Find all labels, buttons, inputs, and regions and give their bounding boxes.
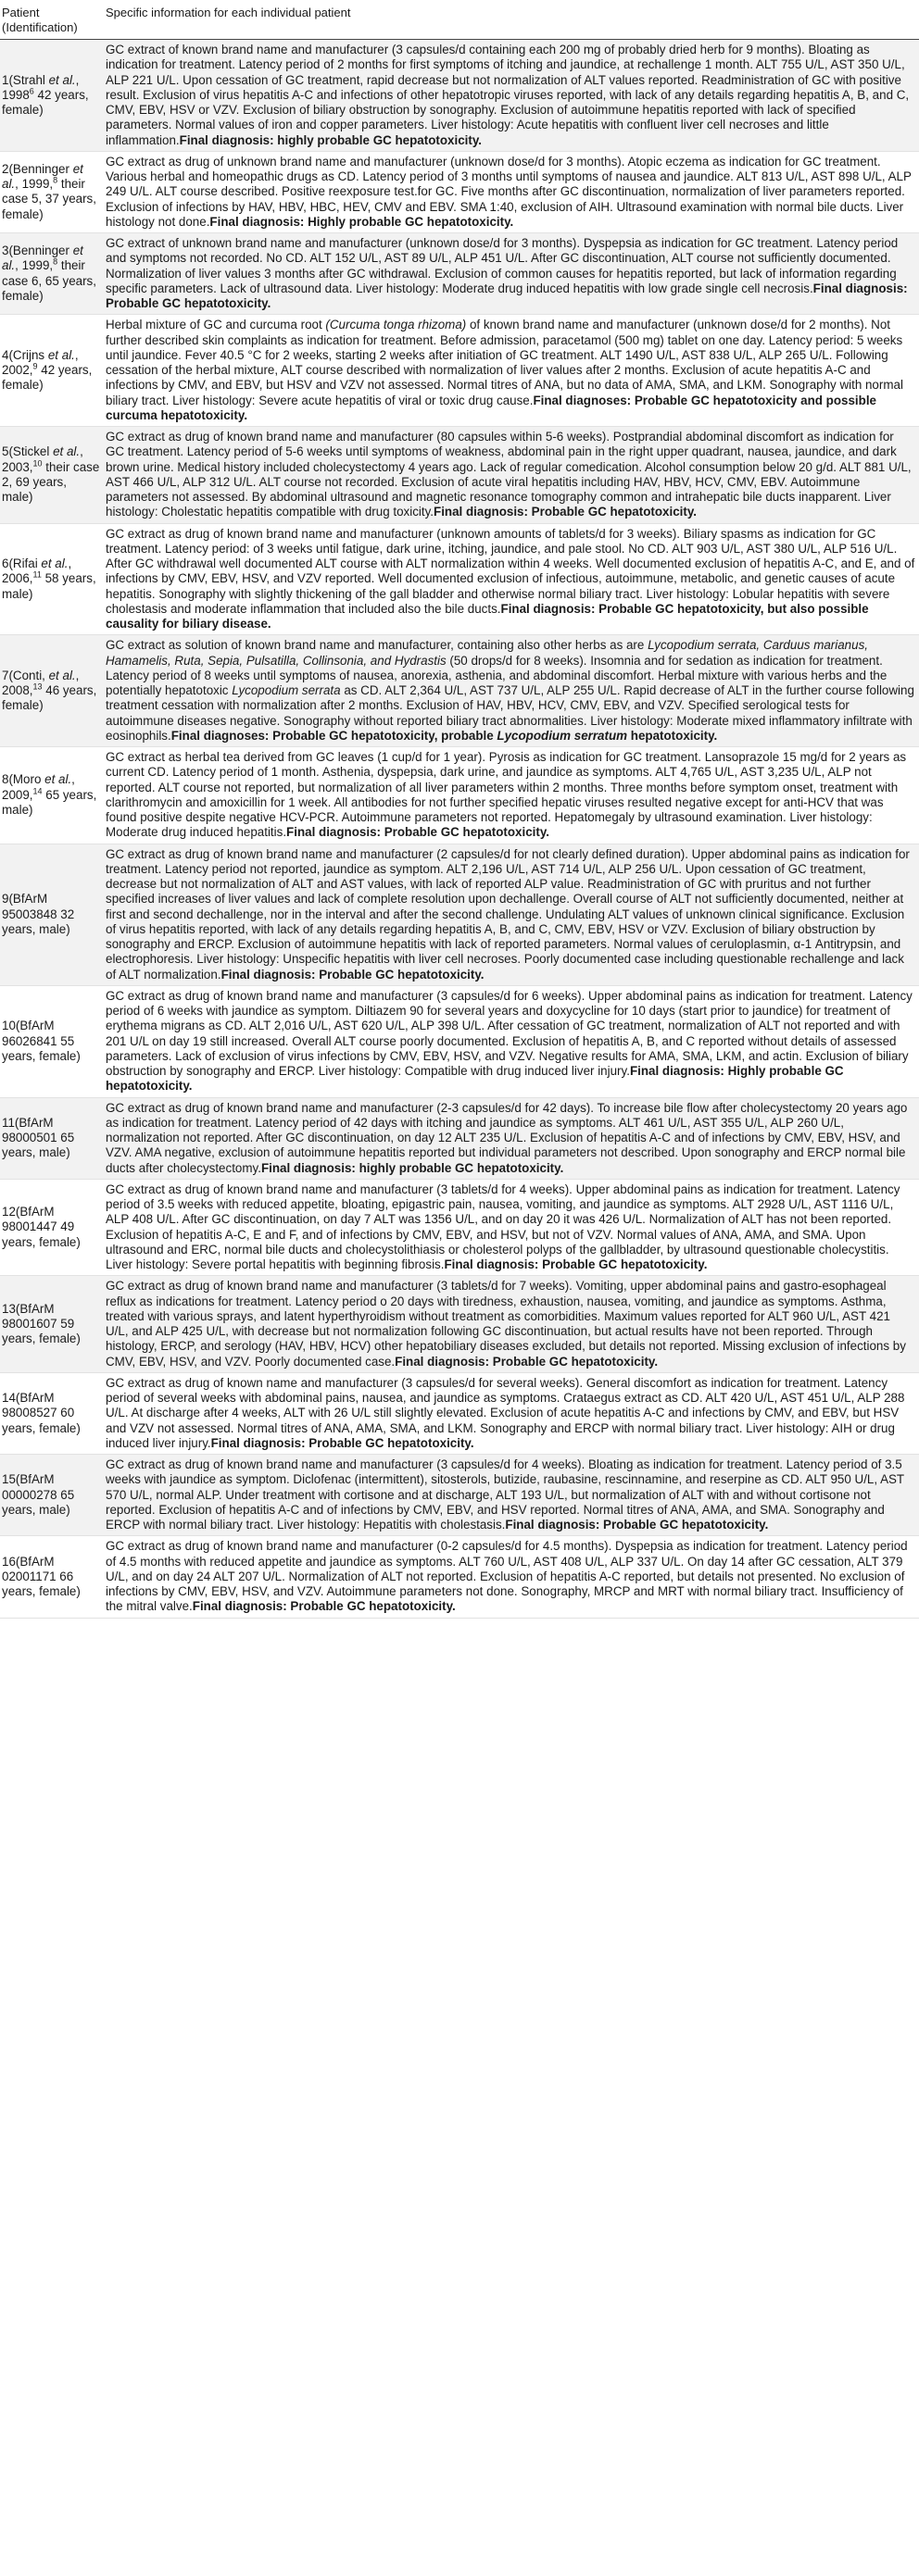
final-diagnosis: Final diagnosis: Probable GC hepatotoxicity. — [106, 281, 908, 310]
reference-superscript: 13 — [32, 682, 43, 692]
final-diagnosis: Final diagnoses: Probable GC hepatotoxicity, probable — [170, 728, 497, 743]
case-description: of known brand name and manufacturer (unknown dose/d for 2 months). Not further described skin complaints as indication for treatment. Before admission, paracetamol (500 mg) tablet on one day. Latency period: 5 weeks until jaundice. Fever 40.5 °C for 2 weeks, starting 2 weeks after initiation of GC treatment. ALT 1490 U/L, AST 838 U/L, ALP 265 U/L. Following cessation of the herbal mixture, ALT course described with normalization of liver values after 2 months. Exclusion of acute hepatitis A-C and infections by CMV, and EBV, but HSV and VZV not assessed. Normal titres of ANA, but no data of AMA, SMA, and LKM. Sonography with normal biliary tract. Liver histology: Severe acute hepatitis of viral or toxic drug cause. — [106, 318, 903, 407]
patient-id-text: 6(Rifai — [2, 556, 42, 570]
final-diagnosis-italic: Lycopodium serratum — [497, 728, 628, 743]
patient-id-etal: et al. — [44, 772, 72, 787]
patient-id-cell — [0, 844, 104, 985]
case-description: GC extract as drug of unknown brand name and manufacturer (unknown dose/d for 3 months). Atopic eczema as indication for GC treatment. Various herbal and homeopathic drugs as CD. Latency period of 3 months until symptoms of nausea and jaundice. ALT 813 U/L, AST 898 U/L, ALP 249 U/L. ALT course described. Positive reexposure test.for GC. Five months after GC discontinuation, normalization of liver parameters reported. Exclusion of infections by HAV, HBV, HBC, HEV, CMV and EBV. SMA 1:40, exclusion of AIH. Ultrasound examination with normal bile ducts. Liver histology not done. — [106, 154, 912, 229]
patient-id-text: 9(BfArM 95003848 32 years, male) — [2, 892, 75, 936]
patient-info-cell — [104, 1097, 919, 1179]
case-description-italic: (Curcuma tonga rhizoma) — [325, 318, 467, 332]
patient-info-cell — [104, 635, 919, 747]
patient-id-text: 15(BfArM 00000278 65 years, male) — [2, 1472, 75, 1517]
final-diagnosis: Final diagnosis: Probable GC hepatotoxicity. — [395, 1354, 659, 1369]
patient-id-details: 42 years, female) — [2, 363, 93, 393]
patient-id-details: their case 6, 65 years, female) — [2, 258, 96, 303]
patient-info-cell — [104, 40, 919, 152]
final-diagnosis: Final diagnosis: Probable GC hepatotoxicity. — [210, 1435, 474, 1450]
patient-id-etal: et al. — [2, 161, 83, 192]
case-description: GC extract as drug of known brand name and manufacturer (2 capsules/d for not clearly defined duration). Upper abdominal pains as indication for treatment. Latency period not reported, jaundice as symptom. ALT 2,196 U/L, AST 714 U/L, ALP 256 U/L. Upon cessation of GC treatment, decrease but not normalization of ALT and AST values, with lack of reported ALP value. Readministration of GC with pruritus and not further specified increases of liver values and lack of complete resolution upon dechallenge. Overall course of ALT not sufficiently documented, neither at first and second dechallenge, nor in the interval and after the second challenge. Undulating ALT values of unknown clinical significance. Exclusion of virus hepatitis reported, with lack of any details regarding hepatitis A, B, and C, CMV, EBV, HSV or VZV. Exclusion of biliary obstruction by sonography and ERCP. Exclusion of autoimmune hepatitis with lack of reported parameters. Normal values of ceruloplasmin, α-1 Antitrypsin, and electrophoresis. Liver histology: Unspecific hepatitis with liver cell necroses. Poorly documented case including questionable rechallenge and lack of ALT normalization. — [106, 846, 910, 982]
case-description: GC extract as drug of known brand name and manufacturer (3 tablets/d for 4 weeks). Upper abdominal pains as indication for treatment. Latency period of 3.5 weeks with reduced appetite, bloating, epigastric pain, nausea, vomiting, and jaundice as symptoms. ALT 2928 U/L, AST 1116 U/L, ALP 408 U/L. After GC discontinuation, on day 7 ALT was 1356 U/L, and on day 20 it was 426 U/L. Normalization of ALT has not been reported. Exclusion of hepatitis A-C, E and F, and of infections by CMV, EBV, and HSV, but not of VZV. Normal values of ANA, AMA, and SMA. Upon ultrasound and ERC, normal bile ducts and cholecystolithiasis or cholesterol polyps of the gallbladder, by ultrasound questionable cholecystitis. Liver histology: Severe portal hepatitis with beginning fibrosis. — [106, 1182, 900, 1271]
patient-id-text: 3(Benninger — [2, 244, 73, 258]
case-description: GC extract of unknown brand name and manufacturer (unknown dose/d for 3 months). Dyspepsia as indication for GC treatment. Latency period and symptoms not recorded. No CD. ALT 152 U/L, AST 89 U/L, ALP 451 U/L. After GC discontinuation, ALT course not sufficiently documented. Normalization of liver values 3 months after GC withdrawal. Exclusion of common causes for hepatitis reported, but lack of information regarding specific parameters. Lack of ultrasound data. Liver histology: Moderate drug induced hepatitis with low grade single cell necrosis. — [106, 236, 899, 295]
case-description: (50 drops/d for 8 weeks). Insomnia and for sedation as indication for treatment. Latency period of 8 weeks until symptoms of nausea, anorexia, asthenia, and abdominal discomfort. Herbal mixture with various herbs and the potentially hepatotoxic — [106, 653, 888, 697]
case-description: GC extract as drug of known brand name and manufacturer (0-2 capsules/d for 4.5 months). Dyspepsia as indication for treatment. Latency period of 4.5 months with reduced appetite and jaundice as symptoms. ALT 760 U/L, AST 408 U/L, ALP 337 U/L. On day 14 after GC cessation, ALT 379 U/L, and on day 24 ALT 207 U/L. Normalization of ALT not reported. Exclusion of hepatitis A-C reported, but details not presented. No exclusion of infections by CMV, EBV, HSV, and VZV. Autoimmune parameters not done. Sonography, MRCP and MRT with normal biliary tract. Insufficiency of the mitral valve. — [106, 1539, 908, 1614]
patient-id-cell — [0, 151, 104, 232]
final-diagnosis: Final diagnosis: highly probable GC hepatotoxicity. — [260, 1160, 564, 1175]
patient-info-cell — [104, 233, 919, 315]
patient-id-text: 16(BfArM 02001171 66 years, female) — [2, 1554, 81, 1598]
reference-superscript: 11 — [32, 569, 42, 580]
case-description: GC extract as solution of known brand name and manufacturer, containing also other herbs as are — [106, 638, 648, 653]
table-row — [0, 523, 919, 635]
patient-id-text: 8(Moro — [2, 772, 45, 787]
patient-id-year: , 2008, — [2, 668, 80, 697]
patient-info-cell — [104, 844, 919, 985]
patient-id-details: 42 years, female) — [2, 87, 89, 117]
patient-id-details: their case 2, 69 years, male) — [2, 459, 100, 504]
patient-id-text: 12(BfArM 98001447 49 years, female) — [2, 1205, 81, 1249]
patient-info-cell — [104, 1276, 919, 1373]
case-description: GC extract of known brand name and manufacturer (3 capsules/d containing each 200 mg of probably dried herb for 9 months). Bloating as indication for treatment. Latency period of 2 months for first symptoms of itching and jaundice, at rechallenge 1 month. ALT 755 U/L, AST 350 U/L, ALP 221 U/L. Upon cessation of GC treatment, rapid decrease but not normalization of ALT values reported. Readministration of GC with positive result. Exclusion of virus hepatitis A-C and infections of other hepatotropic viruses reported, with lack of any details regarding hepatitis A, B, and C, CMV, EBV, HSV or VZV. Exclusion of biliary obstruction by sonography. Exclusion of autoimmune hepatitis reported with lack of specified parameters. Normal values of iron and copper parameters. Liver histology: Acute hepatitis with confluent liver cell necroses and little inflammation. — [106, 43, 910, 147]
final-diagnosis: Final diagnosis: Probable GC hepatotoxicity. — [444, 1257, 708, 1271]
case-description: as CD. ALT 2,364 U/L, AST 737 U/L, ALP 255 U/L. Rapid decrease of ALT in the further course following treatment cessation with normalization after 2 months. Exclusion of HAV, HBV, HCV, CMV, EBV, and VZV. Specified serological tests for autoimmune diseases negative. Sonography without reported biliary tract abnormalities. Liver histology: Moderate mixed inflammatory infiltrate with eosinophils. — [106, 683, 914, 743]
patient-id-text: 10(BfArM 96026841 55 years, female) — [2, 1019, 81, 1063]
reference-superscript: 8 — [53, 175, 58, 185]
patient-id-cell — [0, 1276, 104, 1373]
case-description: GC extract as herbal tea derived from GC leaves (1 cup/d for 1 year). Pyrosis as indication for GC treatment. Lansoprazole 15 mg/d for 2 years as current CD. Latency period of 1 month. Asthenia, dyspepsia, dark urine, and jaundice as symptoms. ALT 4,765 U/L, AST 3,235 U/L, ALP not reported. ALT course not reported, but normalization of all liver parameters within 2 months. Three months before symptom onset, treatment with clarithromycin and amoxicillin for 1 week. All antibodies for not further specified hepatic viruses resulted negative except for anti-HCV that was found positive despite negative HCV-PCR. Autoimmune parameters not reported. Hepatomegaly by ultrasound examination. Liver histology: Moderate drug induced hepatitis. — [106, 750, 907, 840]
patient-id-cell — [0, 635, 104, 747]
case-description: GC extract as drug of known brand name and manufacturer (80 capsules within 5-6 weeks). Postprandial abdominal discomfort as indication for GC treatment. Latency period of 5-6 weeks until symptoms of weakness, abdominal pain in the right upper quadrant, nausea, jaundice, and dark brown urine. Medical history included cholecystectomy 4 years ago. Lack of regular comedication. Alcohol consumption below 20 g/d. ALT 881 U/L, AST 466 U/L, ALP 312 U/L. ALT course not recorded. Exclusion of acute viral hepatitis including HAV, HBV, HCV, CMV, EBV. Autoimmune parameters not assessed. By abdominal ultrasound and magnetic resonance tomography common and intrahepatic bile ducts inapparent. Liver histology: Cholestatic hepatitis compatible with drug toxicity. — [106, 430, 912, 519]
patient-info-cell — [104, 1179, 919, 1276]
final-diagnosis: Final diagnosis: Probable GC hepatotoxicity. — [192, 1599, 456, 1614]
patient-id-details: 58 years, male) — [2, 571, 96, 601]
patient-id-cell — [0, 427, 104, 524]
final-diagnosis: Final diagnosis: Probable GC hepatotoxicity. — [505, 1518, 769, 1532]
table-header-row — [0, 2, 919, 40]
patient-id-cell — [0, 1536, 104, 1618]
patient-id-details: 46 years, female) — [2, 683, 97, 713]
reference-superscript: 10 — [32, 458, 43, 469]
reference-superscript: 8 — [53, 256, 58, 267]
patient-id-text: 4(Crijns — [2, 347, 48, 362]
table-row — [0, 315, 919, 427]
patient-id-etal: et al. — [41, 556, 69, 570]
patient-id-text: 11(BfArM 98000501 65 years, male) — [2, 1115, 75, 1160]
table-row — [0, 1372, 919, 1454]
case-description: GC extract as drug of known brand name and manufacturer (3 tablets/d for 7 weeks). Vomiting, upper abdominal pains and gastro-esophageal reflux as indications for treatment. Latency period o 20 days with tiredness, exhaustion, nausea, vomiting, and jaundice as symptoms. Asthma, treated with various sprays, and latent hyperthyroidism without treatment as comorbidities. Maximum values reported for ALT 960 U/L, AST 421 U/L, and ALP 425 U/L, with decrease but not normalization following GC discontinuation, but actual results have not been reported. Through histology, ERCP, and serology (HAV, HBV, HCV) other hepatobiliary diseases excluded, but details not reported. Missing exclusion of infections by CMV, EBV, HSV, and VZV. Poorly documented case. — [106, 1279, 906, 1369]
patient-id-cell — [0, 747, 104, 844]
patient-id-cell — [0, 1179, 104, 1276]
table-row — [0, 1276, 919, 1373]
final-diagnosis: Final diagnosis: Highly probable GC hepatotoxicity. — [209, 214, 514, 229]
case-description-italic: Lycopodium serrata — [232, 683, 341, 697]
patient-id-cell — [0, 523, 104, 635]
table-row — [0, 427, 919, 524]
patient-id-text: 2(Benninger — [2, 161, 73, 176]
final-diagnosis: hepatotoxicity. — [627, 728, 718, 743]
header-patient-id: Patient (Identification) — [0, 2, 104, 40]
patient-id-etal: et al. — [47, 347, 75, 362]
table-row — [0, 844, 919, 985]
patient-info-cell — [104, 1455, 919, 1536]
patient-id-cell — [0, 1372, 104, 1454]
patient-id-cell — [0, 315, 104, 427]
final-diagnosis: Final diagnosis: Probable GC hepatotoxicity. — [220, 967, 485, 982]
table-row — [0, 151, 919, 232]
patient-info-cell — [104, 985, 919, 1097]
patient-info-cell — [104, 315, 919, 427]
patient-id-cell — [0, 1097, 104, 1179]
patient-id-text: 1(Strahl — [2, 72, 49, 87]
table-row — [0, 635, 919, 747]
table-row — [0, 1455, 919, 1536]
patient-id-etal: et al. — [48, 668, 76, 682]
patient-id-etal: et al. — [48, 72, 76, 87]
table-row — [0, 747, 919, 844]
patient-id-year: , 1999, — [15, 177, 54, 192]
patient-info-cell — [104, 151, 919, 232]
patient-id-year: , 2003, — [2, 444, 83, 474]
table-row — [0, 1536, 919, 1618]
table-row — [0, 233, 919, 315]
case-description-italic: Lycopodium serrata, Carduus marianus, Hamamelis, Ruta, Sepia, Pulsatilla, Collinsonia, and Hydrastis — [106, 638, 868, 668]
final-diagnosis: Final diagnoses: Probable GC hepatotoxicity and possible curcuma hepatotoxicity. — [106, 393, 876, 422]
patient-info-cell — [104, 427, 919, 524]
table-row — [0, 985, 919, 1097]
patient-id-year: , 2002, — [2, 347, 79, 377]
patient-id-text: 13(BfArM 98001607 59 years, female) — [2, 1301, 81, 1346]
patient-id-cell — [0, 40, 104, 152]
table-row — [0, 40, 919, 152]
patient-id-year: , 2006, — [2, 556, 72, 586]
patient-info-cell — [104, 1536, 919, 1618]
table-body — [0, 40, 919, 1619]
patient-info-cell — [104, 523, 919, 635]
patient-info-cell — [104, 1372, 919, 1454]
patient-id-text: 7(Conti, — [2, 668, 49, 682]
patient-id-year: , 1998 — [2, 72, 80, 102]
header-patient-info: Specific information for each individual patient — [104, 2, 919, 40]
patient-id-etal: et al. — [53, 444, 81, 459]
patient-id-text: 14(BfArM 98008527 60 years, female) — [2, 1391, 81, 1435]
case-description: GC extract as drug of known brand name and manufacturer (unknown amounts of tablets/d for 3 weeks). Biliary spasms as indication for GC treatment. Latency period: of 3 weeks until fatigue, dark urine, itching, jaundice, and pale stool. No CD. ALT 903 U/L, AST 380 U/L, ALP 516 U/L. After GC withdrawal well documented ALT course with ALT normalization within 4 weeks. Well documented exclusion of hepatitis A-C, and E, and of infections by CMV, EBV, HSV, and VZV reported. Well documented exclusion of infectious, autoimmune, metabolic, and genetic causes of acute hepatitis. Sonography with slightly thickening of the gall bladder and otherwise normal biliary tract. Liver histology: Lobular hepatitis with severe cholestasis and moderate inflammation that included also the bile ducts. — [106, 526, 915, 616]
patient-id-etal: et al. — [2, 244, 83, 273]
patient-id-details: 65 years, male) — [2, 787, 97, 817]
case-description: Herbal mixture of GC and curcuma root — [106, 318, 326, 332]
table-row — [0, 1097, 919, 1179]
patient-id-cell — [0, 233, 104, 315]
patient-id-text: 5(Stickel — [2, 444, 54, 459]
patient-id-year: , 1999, — [15, 258, 54, 273]
reference-superscript: 9 — [32, 361, 38, 371]
patient-id-year: , 2009, — [2, 772, 75, 802]
final-diagnosis: Final diagnosis: Probable GC hepatotoxicity, but also possible causality for biliary disease. — [106, 601, 869, 631]
final-diagnosis: Final diagnosis: Highly probable GC hepatotoxicity. — [106, 1064, 844, 1094]
case-description: GC extract as drug of known brand name and manufacturer (2-3 capsules/d for 42 days). To increase bile flow after cholecystectomy 20 years ago as indication for treatment. Latency period of 42 days with itching and jaundice as symptoms. ALT 461 U/L, AST 355 U/L, ALP 260 U/L, normalization not reported. After GC discontinuation, on day 12 ALT 235 U/L. Exclusion of hepatitis A-C and of infections by CMV, EBV, HSV, and VZV. AMA negative, exclusion of autoimmune hepatitis reported but individual parameters not described. Upon sonography and ERCP normal bile ducts after cholecystectomy. — [106, 1100, 908, 1175]
patient-id-details: their case 5, 37 years, female) — [2, 177, 96, 221]
case-description: GC extract as drug of known brand name and manufacturer (3 capsules/d for 6 weeks). Upper abdominal pains as indication for treatment. Latency period of 6 weeks with jaundice as symptom. Diltiazem 90 for several years and doxycycline for 10 days (start prior to jaundice) for treatment of erythema migrans as CD. ALT 2,016 U/L, AST 620 U/L, ALP 398 U/L. After cessation of GC treatment, normalization of ALT not reported and with 201 U/L on day 19 still increased. Overall ALT course poorly documented. Exclusion of hepatitis A, B, and C reported without details of assessed parameters. Lack of exclusion of virus infections by CMV, EBV, HSV, and VZV. Negative results for AMA, SMA, LKM, and actin. Exclusion of biliary obstruction by sonography and ERCP. Liver histology: Compatible with drug induced liver injury. — [106, 988, 913, 1078]
final-diagnosis: Final diagnosis: highly probable GC hepatotoxicity. — [179, 132, 483, 147]
patient-info-cell — [104, 747, 919, 844]
case-description: GC extract as drug of known name and manufacturer (3 capsules/d for several weeks). General discomfort as indication for treatment. Latency period of several weeks with abdominal pains, nausea, and jaundice as symptoms. Crataegus extract as CD. ALT 420 U/L, AST 451 U/L, ALP 288 U/L. At discharge after 4 weeks, ALT with 26 U/L still slightly elevated. Exclusion of acute hepatitis A-C and infections by CMV, and EBV, but HSV and VZV not assessed. Normal titres of ANA, AMA, SMA, and LKM. Sonography and ERCP with normal biliary tract. Liver histology: AIH or drug induced liver injury. — [106, 1375, 905, 1450]
patient-id-cell — [0, 1455, 104, 1536]
reference-superscript: 6 — [29, 86, 34, 96]
patient-id-cell — [0, 985, 104, 1097]
final-diagnosis: Final diagnosis: Probable GC hepatotoxicity. — [434, 505, 697, 519]
table-row — [0, 1179, 919, 1276]
case-description: GC extract as drug of known brand name and manufacturer (3 capsules/d for 4 weeks). Bloating as indication for treatment. Latency period of 3.5 weeks with jaundice as symptom. Diclofenac (intermittent), sitosterols, butizide, raubasine, rescinnamine, and reserpine as CD. ALT 950 U/L, AST 570 U/L, normal ALP. Under treatment with cortisone and at discharge, ALT 193 U/L, but normalization of ALT with and without cortisone not reported. Exclusion of hepatitis A-C and of infections by CMV, EBV, and HSV reported. Normal titres of ANA, AMA, and SMA. Sonography and ERCP with normal biliary tract. Liver histology: Hepatitis with cholestasis. — [106, 1457, 904, 1532]
reference-superscript: 14 — [32, 786, 43, 796]
patient-table — [0, 2, 919, 1619]
final-diagnosis: Final diagnosis: Probable GC hepatotoxicity. — [286, 825, 550, 840]
